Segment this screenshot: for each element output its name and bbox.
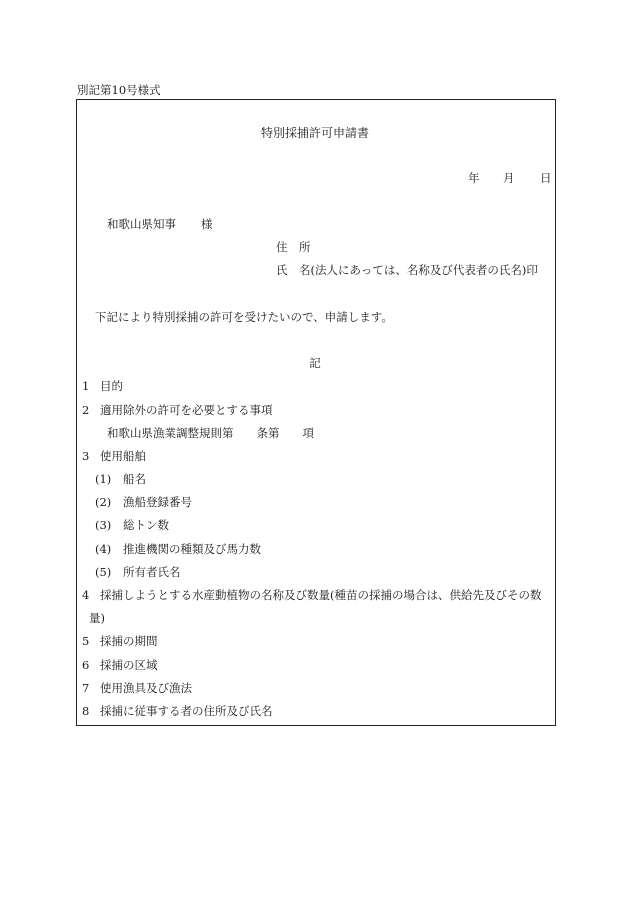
item-number: 5	[82, 634, 90, 648]
document-title: 特別採捕許可申請書	[260, 126, 369, 140]
subitem-label-registration: 漁船登録番号	[123, 495, 192, 509]
addressee-name: 和歌山県知事	[107, 217, 176, 231]
subitem-number: (2)	[95, 495, 112, 509]
item-detail-rule-reference: 和歌山県漁業調整規則第 条第 項	[107, 426, 314, 440]
applicant-name-label: 氏 名(法人にあっては、名称及び代表者の氏名)印	[276, 263, 538, 277]
subitem-number: (5)	[95, 565, 112, 579]
item-label-vessel: 使用船舶	[100, 449, 146, 463]
subitem-number: (4)	[95, 542, 112, 556]
item-label-personnel: 採捕に従事する者の住所及び氏名	[100, 704, 273, 718]
applicant-address-label: 住 所	[276, 240, 311, 254]
subitem-label-vessel-name: 船名	[123, 472, 146, 486]
item-number: 2	[82, 403, 90, 417]
date-month-label: 月	[503, 171, 515, 185]
item-label-species-continued: 量)	[89, 611, 105, 625]
item-label-species: 採捕しようとする水産動植物の名称及び数量(種苗の採捕の場合は、供給先及びその数	[100, 588, 542, 602]
item-label-area: 採捕の区域	[100, 658, 158, 672]
subitem-label-tonnage: 総トン数	[123, 518, 169, 532]
addressee-honorific: 様	[201, 217, 213, 231]
ki-heading: 記	[309, 356, 321, 370]
form-number-label: 別記第10号様式	[77, 83, 161, 97]
date-day-label: 日	[540, 171, 552, 185]
item-label-exemption: 適用除外の許可を必要とする事項	[100, 403, 273, 417]
item-number: 1	[82, 379, 90, 393]
subitem-label-owner: 所有者氏名	[123, 565, 181, 579]
item-number: 4	[82, 588, 90, 602]
item-label-gear-method: 使用漁具及び漁法	[100, 681, 192, 695]
subitem-number: (1)	[95, 472, 112, 486]
date-year-label: 年	[468, 171, 480, 185]
item-number: 6	[82, 658, 90, 672]
item-label-purpose: 目的	[100, 379, 123, 393]
item-label-period: 採捕の期間	[100, 634, 158, 648]
subitem-number: (3)	[95, 518, 112, 532]
item-number: 8	[82, 704, 90, 718]
request-statement: 下記により特別採捕の許可を受けたいので、申請します。	[95, 310, 393, 324]
item-number: 7	[82, 681, 90, 695]
item-number: 3	[82, 449, 90, 463]
subitem-label-engine: 推進機関の種類及び馬力数	[123, 542, 261, 556]
